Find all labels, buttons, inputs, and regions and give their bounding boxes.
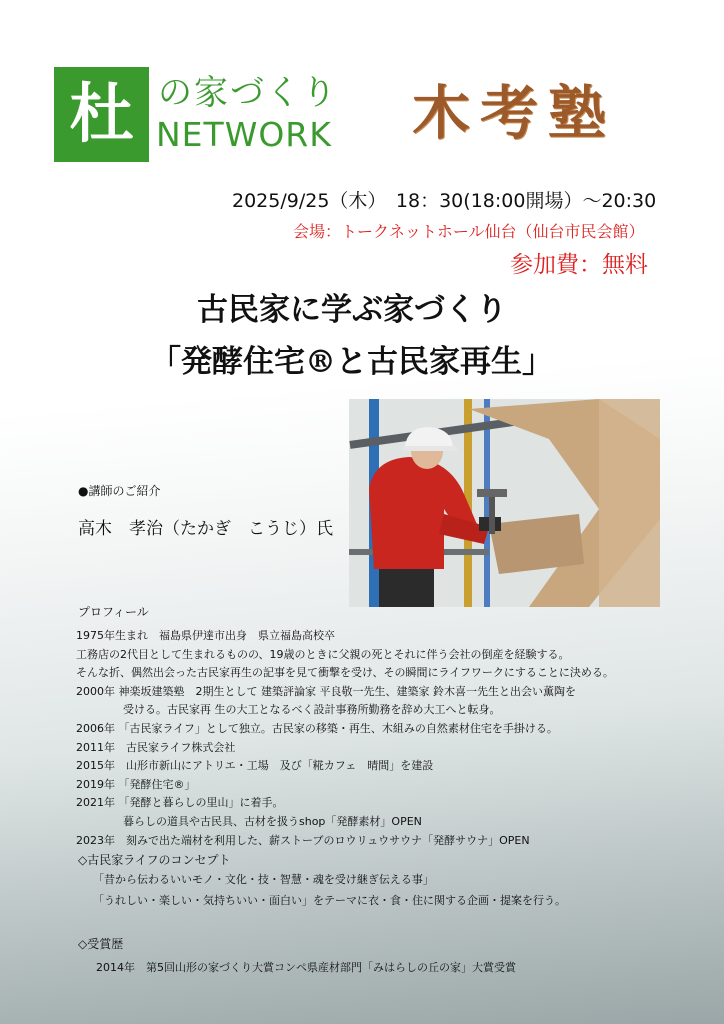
profile-line: 2021年 「発酵と暮らしの里山」に着手。 [76,796,284,810]
logo-mori-box [54,67,149,162]
profile-line: 1975年生まれ 福島県伊達市出身 県立福島高校卒 [76,629,335,642]
main-title-line1: 古民家に学ぶ家づくり [197,292,507,328]
logo-text-network: NETWORK [156,115,332,154]
profile-line: 受ける。古民家再 生の大工となるべく設計事務所勤務を辞め大工へと転身。 [123,703,501,717]
profile-heading: プロフィール [78,605,149,619]
profile-line: 暮らしの道具や古民具、古材を扱うshop「発酵素材」OPEN [123,814,422,828]
profile-list [76,627,614,850]
event-venue: 会場：トークネットホール仙台（仙台市民会館） [293,222,645,241]
lecturer-name: 高木 孝治（たかぎ こうじ）氏 [78,519,333,539]
profile-line: 2023年 刻みで出た端材を利用した、薪ストーブのロウリュウサウナ「発酵サウナ」OPEN [76,833,530,847]
profile-line: 2019年 「発酵住宅®」 [76,777,196,791]
concept-heading: ◇古民家ライフのコンセプト [78,853,231,867]
concept-line: 「うれしい・楽しい・気持ちいい・面白い」をテーマに衣・食・住に関する企画・提案を行う。 [93,894,566,907]
profile-line: 2011年 古民家ライフ株式会社 [76,740,236,754]
carpenter-illustration [349,399,660,607]
profile-line: 工務店の2代目として生まれるものの、19歳のときに父親の死とそれに伴う会社の倒産を経験する。 [76,647,570,661]
concept-list [93,869,566,911]
awards-heading: ◇受賞歴 [78,937,124,951]
profile-line: そんな折、偶然出会った古民家再生の記事を見て衝撃を受け、その瞬間にライフワークにすることに決める。 [76,666,614,680]
event-date-time: 2025/9/25（木） 18：30(18:00開場）～20:30 [232,190,657,212]
main-title-line2: 「発酵住宅®と古民家再生」 [150,344,553,380]
logo-mori-char: 杜 [69,76,134,152]
profile-line: 2006年 「古民家ライフ」として独立。古民家の移築・再生、木組みの自然素材住宅を手掛ける。 [76,721,558,735]
event-fee: 参加費：無料 [510,252,648,278]
brand-title-mokkoujuku: 木考塾 [412,79,617,147]
profile-line: 2000年 神楽坂建築塾 2期生として 建築評論家 平良敬一先生、建築家 鈴木喜一先生と出会い薫陶を [76,684,576,698]
award-line: 2014年 第5回山形の家づくり大賞コンペ県産材部門「みはらしの丘の家」大賞受賞 [96,961,516,974]
logo-text-ienozukuri: の家づくり [158,73,338,113]
profile-line: 2015年 山形市新山にアトリエ・工場 及び「糀カフェ 晴間」を建設 [76,759,434,773]
concept-line: 「昔から伝わるいいモノ・文化・技・智慧・魂を受け継ぎ伝える事」 [93,873,434,886]
lecturer-heading: ●講師のご紹介 [78,484,161,498]
carpenter-photo [349,399,660,607]
